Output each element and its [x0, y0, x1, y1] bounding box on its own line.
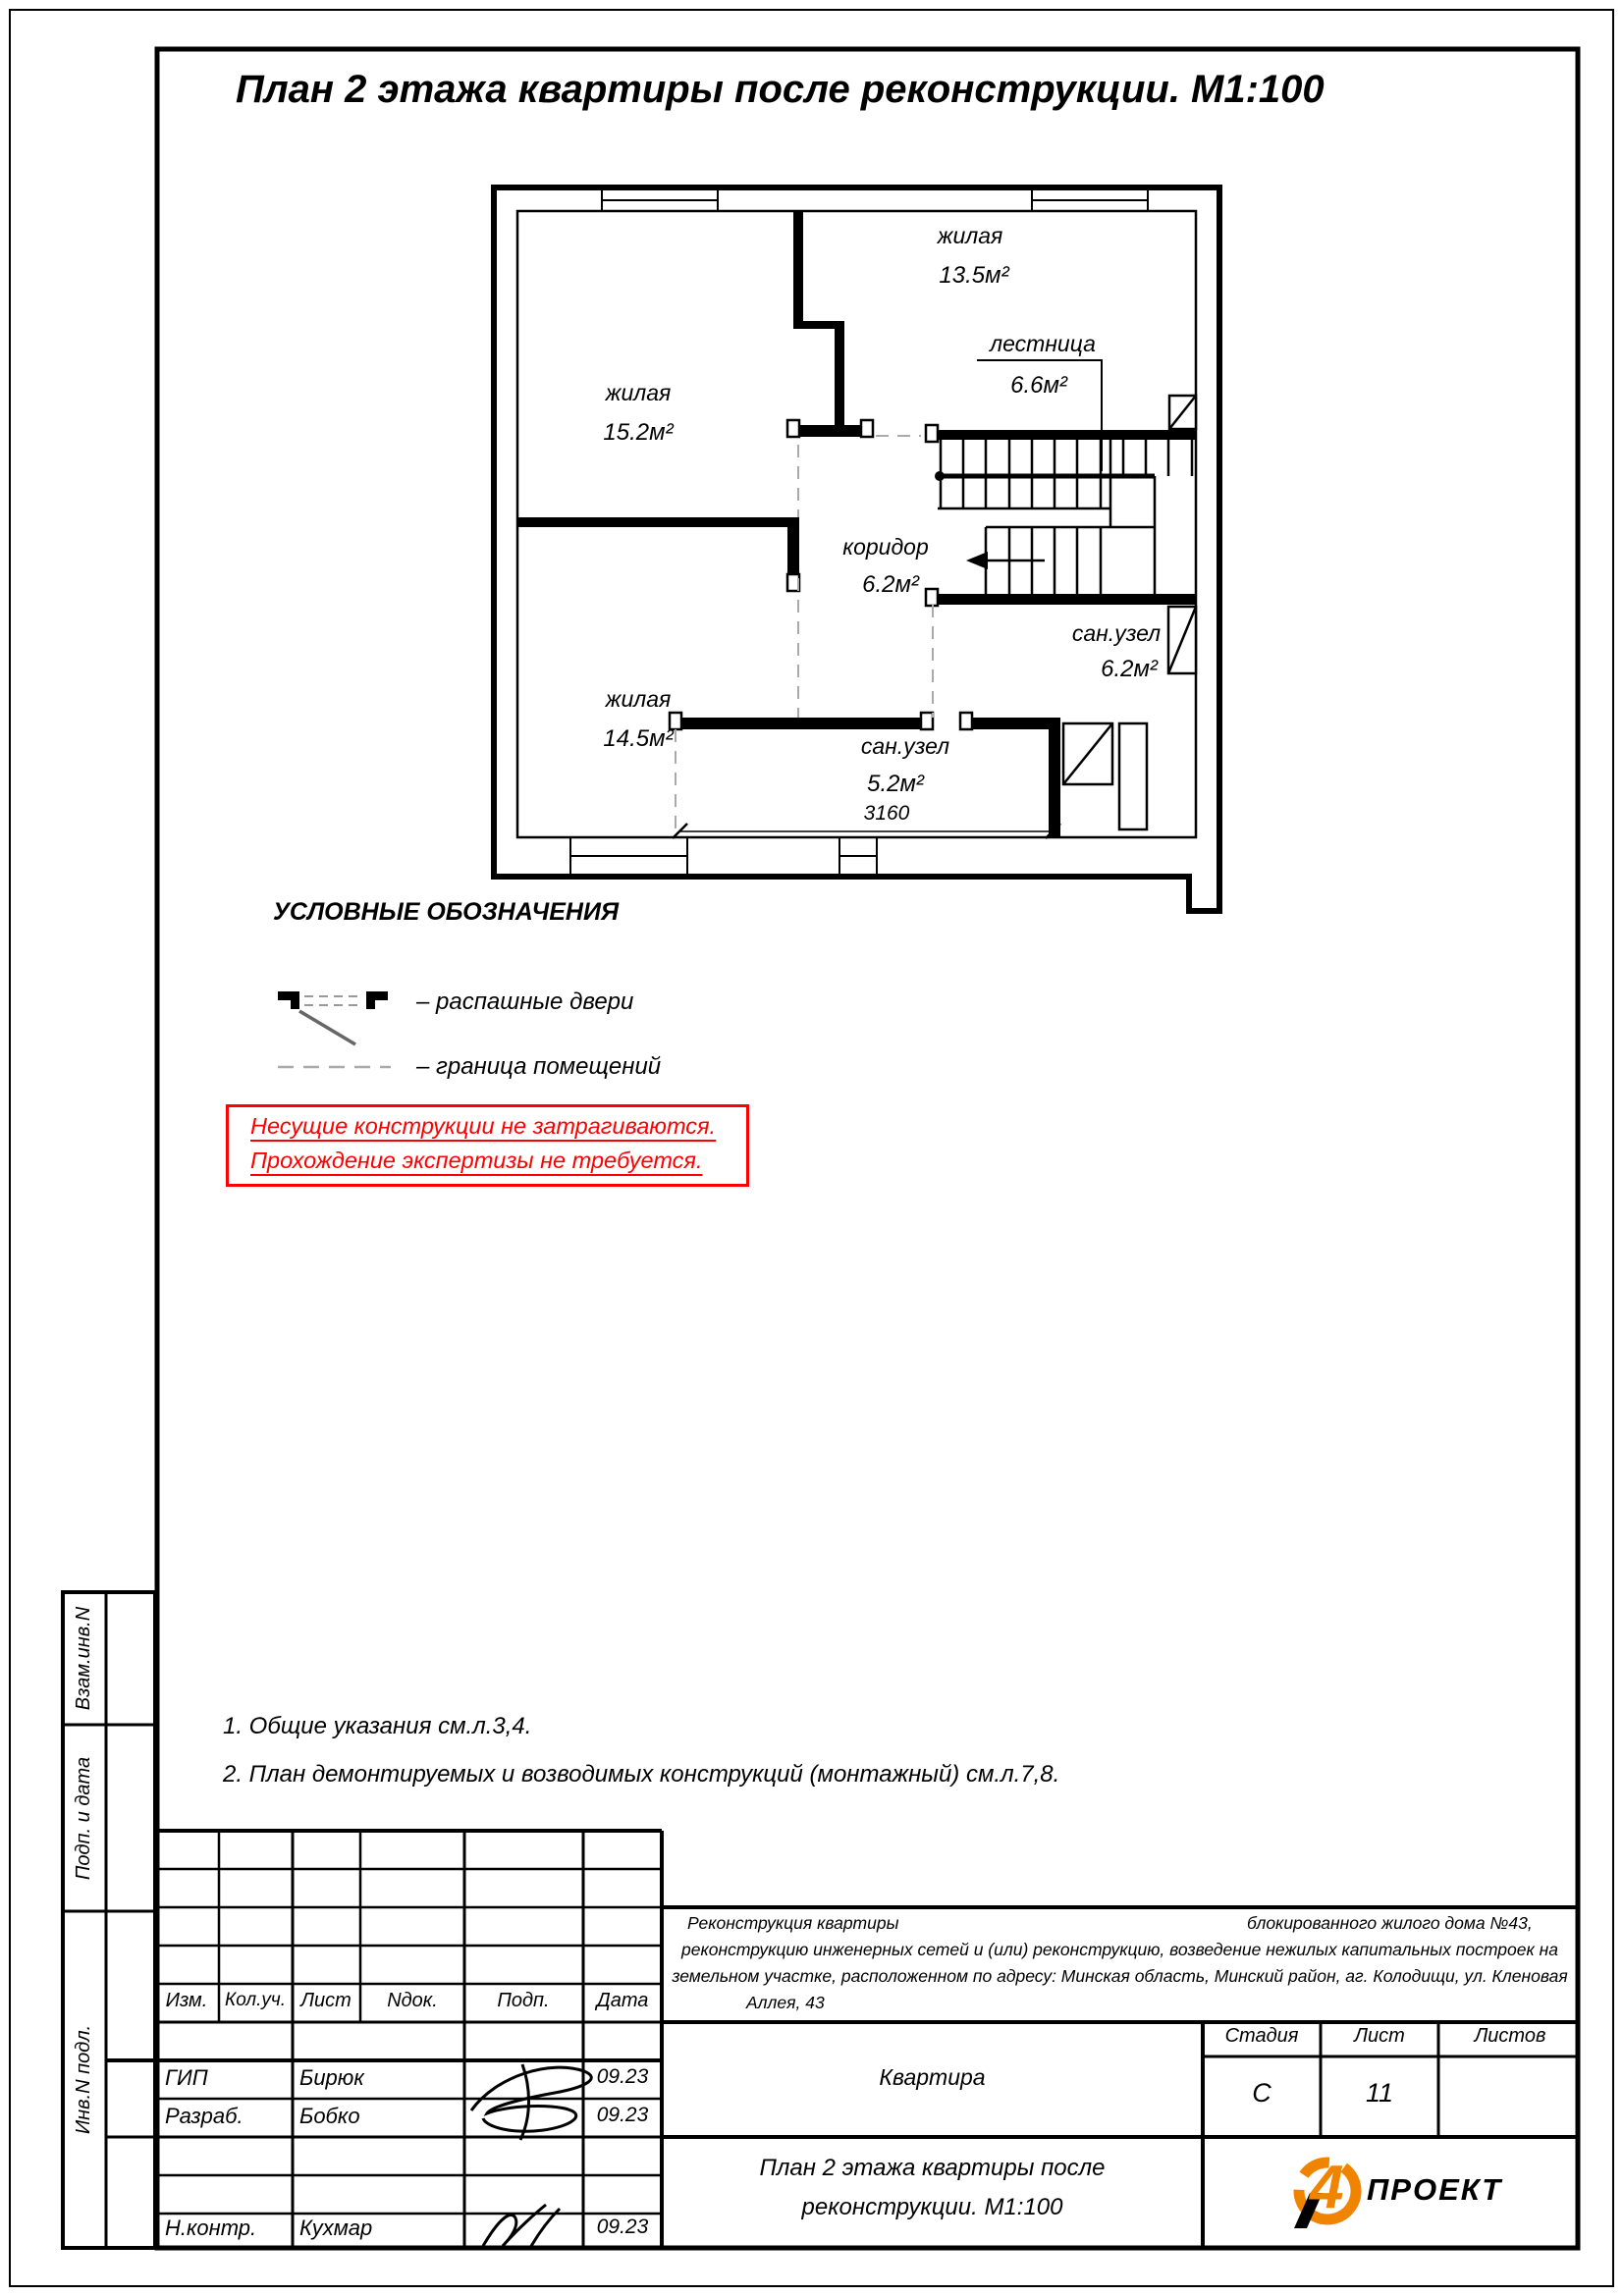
room-label: сан.узел — [1071, 620, 1162, 646]
room-area: 6.6м² — [1010, 372, 1067, 399]
dimension-value: 3160 — [863, 802, 910, 825]
project-desc-line1b: блокированного жилого дома №43, — [1247, 1913, 1533, 1933]
room-label: жилая — [605, 380, 672, 405]
staff-role: Н.контр. — [165, 2216, 257, 2240]
vent-shafts — [1063, 396, 1196, 829]
rev-header-data: Дата — [596, 1990, 649, 2011]
note-2: 2. План демонтируемых и возводимых конструкций (монтажный) см.л.7,8. — [223, 1761, 1060, 1788]
project-desc-line3: земельном участке, расположенном по адресу: Минская область, Минский район, аг. Колодищи, ул. Кленовая — [672, 1966, 1568, 1986]
room-label: жилая — [937, 223, 1003, 248]
rev-header-izm: Изм. — [165, 1990, 208, 2011]
sidebar-inv-podl: Инв.N подл. — [73, 2024, 95, 2135]
room-area: 13.5м² — [939, 262, 1009, 289]
drawing-name-line1: План 2 этажа квартиры после — [759, 2155, 1106, 2181]
logo-digit: 4 — [1310, 2154, 1344, 2221]
signature-nkontr — [483, 2205, 560, 2248]
room-label: коридор — [842, 534, 929, 560]
door-leaf-icon — [299, 1011, 355, 1044]
room-label: сан.узел — [860, 733, 950, 759]
sheet-label: Лист — [1354, 2025, 1405, 2047]
room-area: 6.2м² — [862, 571, 919, 598]
room-area: 6.2м² — [1101, 656, 1158, 682]
staff-role: ГИП — [165, 2065, 208, 2090]
signatures — [471, 2064, 591, 2248]
room-area: 14.5м² — [603, 725, 674, 752]
note-1: 1. Общие указания см.л.3,4. — [223, 1713, 532, 1739]
rev-header-list: Лист — [300, 1990, 352, 2011]
room-area: 15.2м² — [603, 419, 674, 446]
window-lines — [570, 187, 1148, 877]
logo-word: ПРОЕКТ — [1367, 2172, 1503, 2207]
door-jamb-left-icon — [278, 991, 299, 1009]
project-desc-line2: реконструкцию инженерных сетей и (или) реконструкцию, возведение нежилых капитальных построек на — [681, 1940, 1558, 1959]
legend-heading: УСЛОВНЫЕ ОБОЗНАЧЕНИЯ — [273, 898, 620, 926]
staircase — [935, 440, 1192, 594]
warning-box — [226, 1104, 749, 1187]
room-label: жилая — [605, 686, 672, 712]
sidebar-podp-data: Подп. и дата — [73, 1756, 95, 1880]
staff-date: 09.23 — [596, 2216, 649, 2238]
sheet-value: 11 — [1365, 2078, 1394, 2108]
warning-line-1: Несущие конструкции не затрагиваются. — [250, 1113, 717, 1139]
legend-door-label: – распашные двери — [416, 988, 634, 1015]
project-desc-line1a: Реконструкция квартиры — [687, 1913, 899, 1933]
staff-name: Бирюк — [299, 2065, 364, 2090]
stair-direction-arrow — [966, 552, 988, 569]
rev-header-ndok: Nдок. — [387, 1990, 438, 2011]
staff-name: Бобко — [299, 2104, 360, 2128]
room-area: 5.2м² — [867, 771, 924, 797]
door-jambs — [670, 420, 972, 729]
door-jamb-right-icon — [366, 991, 388, 1009]
legend-symbols — [278, 991, 391, 1067]
rev-header-podp: Подп. — [497, 1990, 550, 2011]
drawing-name-line2: реконструкции. М1:100 — [801, 2194, 1063, 2220]
sheets-label: Листов — [1474, 2025, 1546, 2047]
rev-header-kol: Кол.уч. — [225, 1990, 286, 2010]
sidebar-vzam-inv: Взам.инв.N — [73, 1606, 95, 1711]
warning-line-2: Прохождение экспертизы не требуется. — [250, 1148, 703, 1173]
object-name: Квартира — [879, 2064, 986, 2090]
stage-value: С — [1252, 2078, 1271, 2108]
legend-boundary-label: – граница помещений — [416, 1053, 662, 1080]
signature-gip — [471, 2064, 591, 2140]
staff-date: 09.23 — [596, 2065, 649, 2088]
project-desc-line4: Аллея, 43 — [746, 1993, 825, 2012]
stage-label: Стадия — [1224, 2025, 1299, 2047]
staff-name: Кухмар — [299, 2216, 373, 2240]
staff-date: 09.23 — [596, 2104, 649, 2126]
room-label: лестница — [990, 331, 1096, 356]
staff-role: Разраб. — [165, 2104, 243, 2128]
sheet-title: План 2 этажа квартиры после реконструкции. М1:100 — [236, 68, 1325, 111]
